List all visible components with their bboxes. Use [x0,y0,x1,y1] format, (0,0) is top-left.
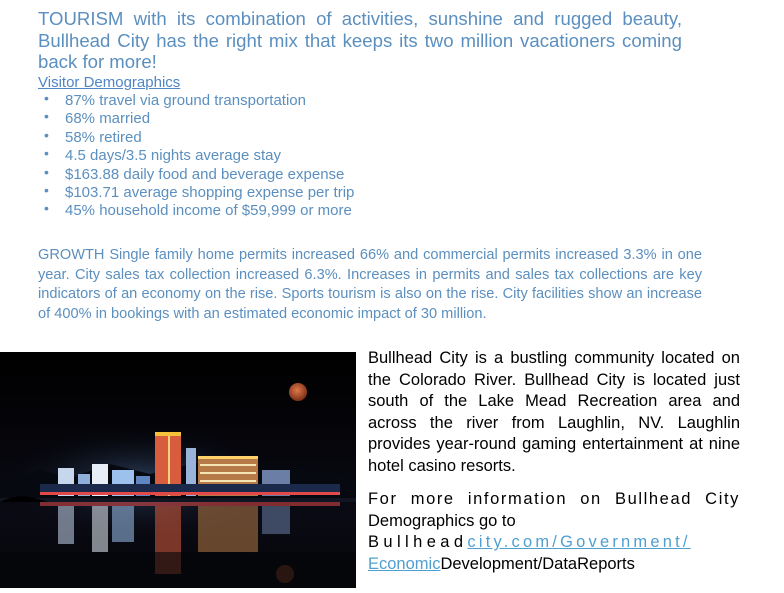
list-item: • 45% household income of $59,999 or more [44,200,352,220]
more-info-url-line-2 [368,554,740,576]
economic-link[interactable]: Economic [368,554,441,573]
bullet-icon: • [44,126,49,143]
list-item: • 58% retired [44,126,142,146]
list-item: • 4.5 days/3.5 nights average stay [44,145,281,165]
more-info-url-line [368,532,740,554]
more-info-line-2: Demographics go to [368,511,516,530]
visitor-demographics-link[interactable]: Visitor Demographics [38,74,181,91]
bullet-icon: • [44,108,49,125]
url-tail: Development/DataReports [440,554,635,573]
bullet-icon: • [44,182,49,199]
intro-paragraph: TOURISM with its combination of activities, sunshine and rugged beauty, Bullhead City has the right mix that keeps its two million vacationers coming back for more! [38,8,682,72]
demographics-list [42,92,354,221]
bullet-icon: • [44,90,49,106]
list-item: • $103.71 average shopping expense per trip [44,182,355,202]
night-skyline-photo [0,352,356,588]
url-plain-part: Bullhead [368,533,468,552]
bullet-icon: • [44,200,49,217]
list-item: • 68% married [44,108,151,128]
bullet-icon: • [44,163,49,180]
list-item: • 87% travel via ground transportation [44,90,306,109]
demographics-url-link[interactable]: city.com/Government/ [467,533,691,552]
growth-paragraph: GROWTH Single family home permits increased 66% and commercial permits increased 3.3% in one year. City sales tax collection increased 6.3%. Increases in permits and sales tax collections are key indicators of an economy on the rise. Sports tourism is also on the rise. City facilities show an increase of 400% in bookings with an estimated economic impact of 30 million. [38,247,702,322]
list-item: • $163.88 daily food and beverage expense [44,163,345,183]
bullet-icon: • [44,145,49,162]
about-paragraph: Bullhead City is a bustling community located on the Colorado River. Bullhead City is located just south of the Lake Mead Recreation area and across the river from Laughlin, NV. Laughlin provides year-round gaming entertainment at nine hotel casino resorts. [368,349,740,475]
more-info-line-1: For more information on Bullhead City [368,490,740,508]
more-info-paragraph [368,489,740,575]
